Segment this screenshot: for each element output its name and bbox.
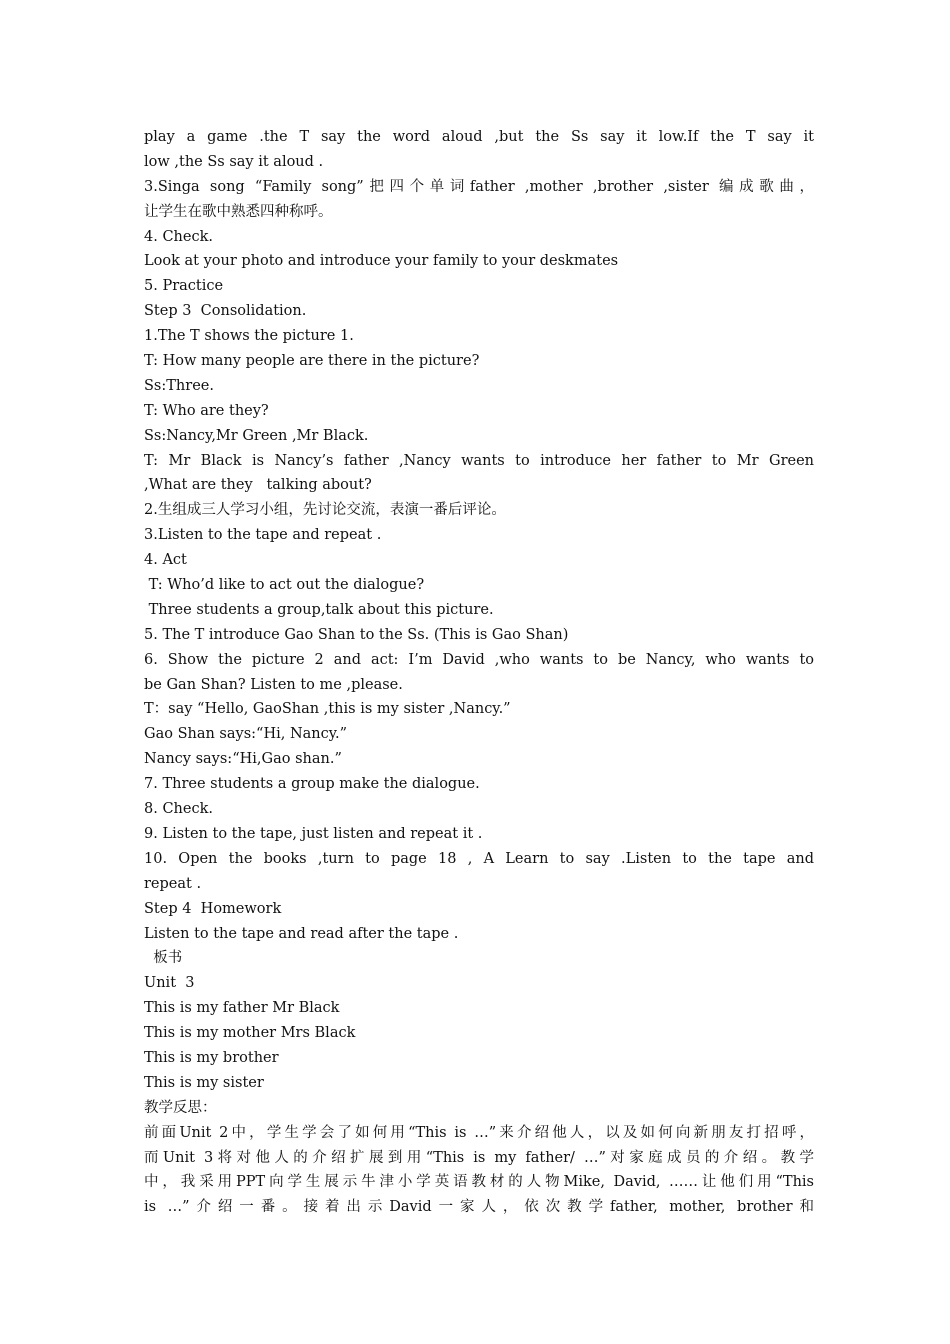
- text-line: 让学生在歌中熟悉四种称呼。: [144, 203, 333, 220]
- text-line: 2.生组成三人学习小组，先讨论交流，表演一番后评论。: [144, 502, 506, 519]
- text-line: 前面Unit 2中，学生学会了如何用“This is …”来介绍他人，以及如何向新朋友打招呼，: [144, 1124, 814, 1141]
- text-line: 8. Check.: [144, 801, 213, 818]
- text-line: Ss:Nancy,Mr Green ,Mr Black.: [144, 427, 369, 444]
- text-line: Unit 3: [144, 975, 195, 992]
- text-line: 6. Show the picture 2 and act: I’m David ,who wants to be Nancy, who wants to: [144, 651, 814, 668]
- text-line: 而Unit 3将对他人的介绍扩展到用“This is my father/ …”对家庭成员的介绍。教学: [144, 1149, 814, 1166]
- text-line: Step 4 Homework: [144, 900, 282, 917]
- text-line: 9. Listen to the tape, just listen and repeat it .: [144, 825, 483, 842]
- text-line: Three students a group,talk about this picture.: [144, 601, 494, 618]
- text-line: 4. Check.: [144, 228, 213, 245]
- text-line: This is my father Mr Black: [144, 1000, 340, 1017]
- text-line: 4. Act: [144, 552, 187, 569]
- text-line: 5. Practice: [144, 278, 224, 295]
- text-line: 3.Singa song “Family song”把四个单词father ,mother ,brother ,sister 编成歌曲，: [144, 178, 814, 195]
- text-line: ,What are they talking about?: [144, 477, 372, 494]
- text-line: Ss:Three.: [144, 377, 214, 394]
- text-line: play a game .the T say the word aloud ,but the Ss say it low.If the T say it: [144, 129, 814, 145]
- text-line: This is my sister: [144, 1074, 264, 1091]
- document-body: [144, 125, 814, 1220]
- text-line: Nancy says:“Hi,Gao shan.”: [144, 751, 342, 768]
- text-line: 3.Listen to the tape and repeat .: [144, 527, 382, 544]
- text-line: repeat .: [144, 875, 202, 892]
- text-line: is …”介绍一番。接着出示David一家人，依次教学father, mother, brother和: [144, 1199, 814, 1216]
- text-line: 5. The T introduce Gao Shan to the Ss. (This is Gao Shan): [144, 626, 569, 643]
- text-line: T: Who are they?: [144, 402, 269, 419]
- text-line: T: Mr Black is Nancy’s father ,Nancy wants to introduce her father to Mr Green: [144, 452, 814, 469]
- text-line: 7. Three students a group make the dialogue.: [144, 776, 480, 793]
- text-line: T: How many people are there in the picture?: [144, 353, 480, 370]
- text-line: low ,the Ss say it aloud .: [144, 153, 324, 170]
- text-line: This is my brother: [144, 1049, 279, 1066]
- text-line: 中，我采用PPT向学生展示牛津小学英语教材的人物Mike, David, ……让他们用“This: [144, 1174, 814, 1191]
- text-line: be Gan Shan? Listen to me ,please.: [144, 676, 403, 693]
- text-line: T: Who’d like to act out the dialogue?: [144, 577, 425, 594]
- text-line: Look at your photo and introduce your family to your deskmates: [144, 253, 619, 270]
- text-line: Listen to the tape and read after the tape .: [144, 925, 459, 942]
- text-line: This is my mother Mrs Black: [144, 1025, 356, 1042]
- text-line: Gao Shan says:“Hi, Nancy.”: [144, 726, 348, 743]
- text-line: 教学反思：: [144, 1099, 217, 1116]
- text-line: 1.The T shows the picture 1.: [144, 328, 354, 345]
- text-line: Step 3 Consolidation.: [144, 303, 307, 320]
- text-line: 板书: [144, 950, 183, 967]
- text-line: T：say “Hello, GaoShan ,this is my sister ,Nancy.”: [144, 701, 511, 718]
- text-line: 10. Open the books ,turn to page 18 , A Learn to say .Listen to the tape and: [144, 850, 814, 867]
